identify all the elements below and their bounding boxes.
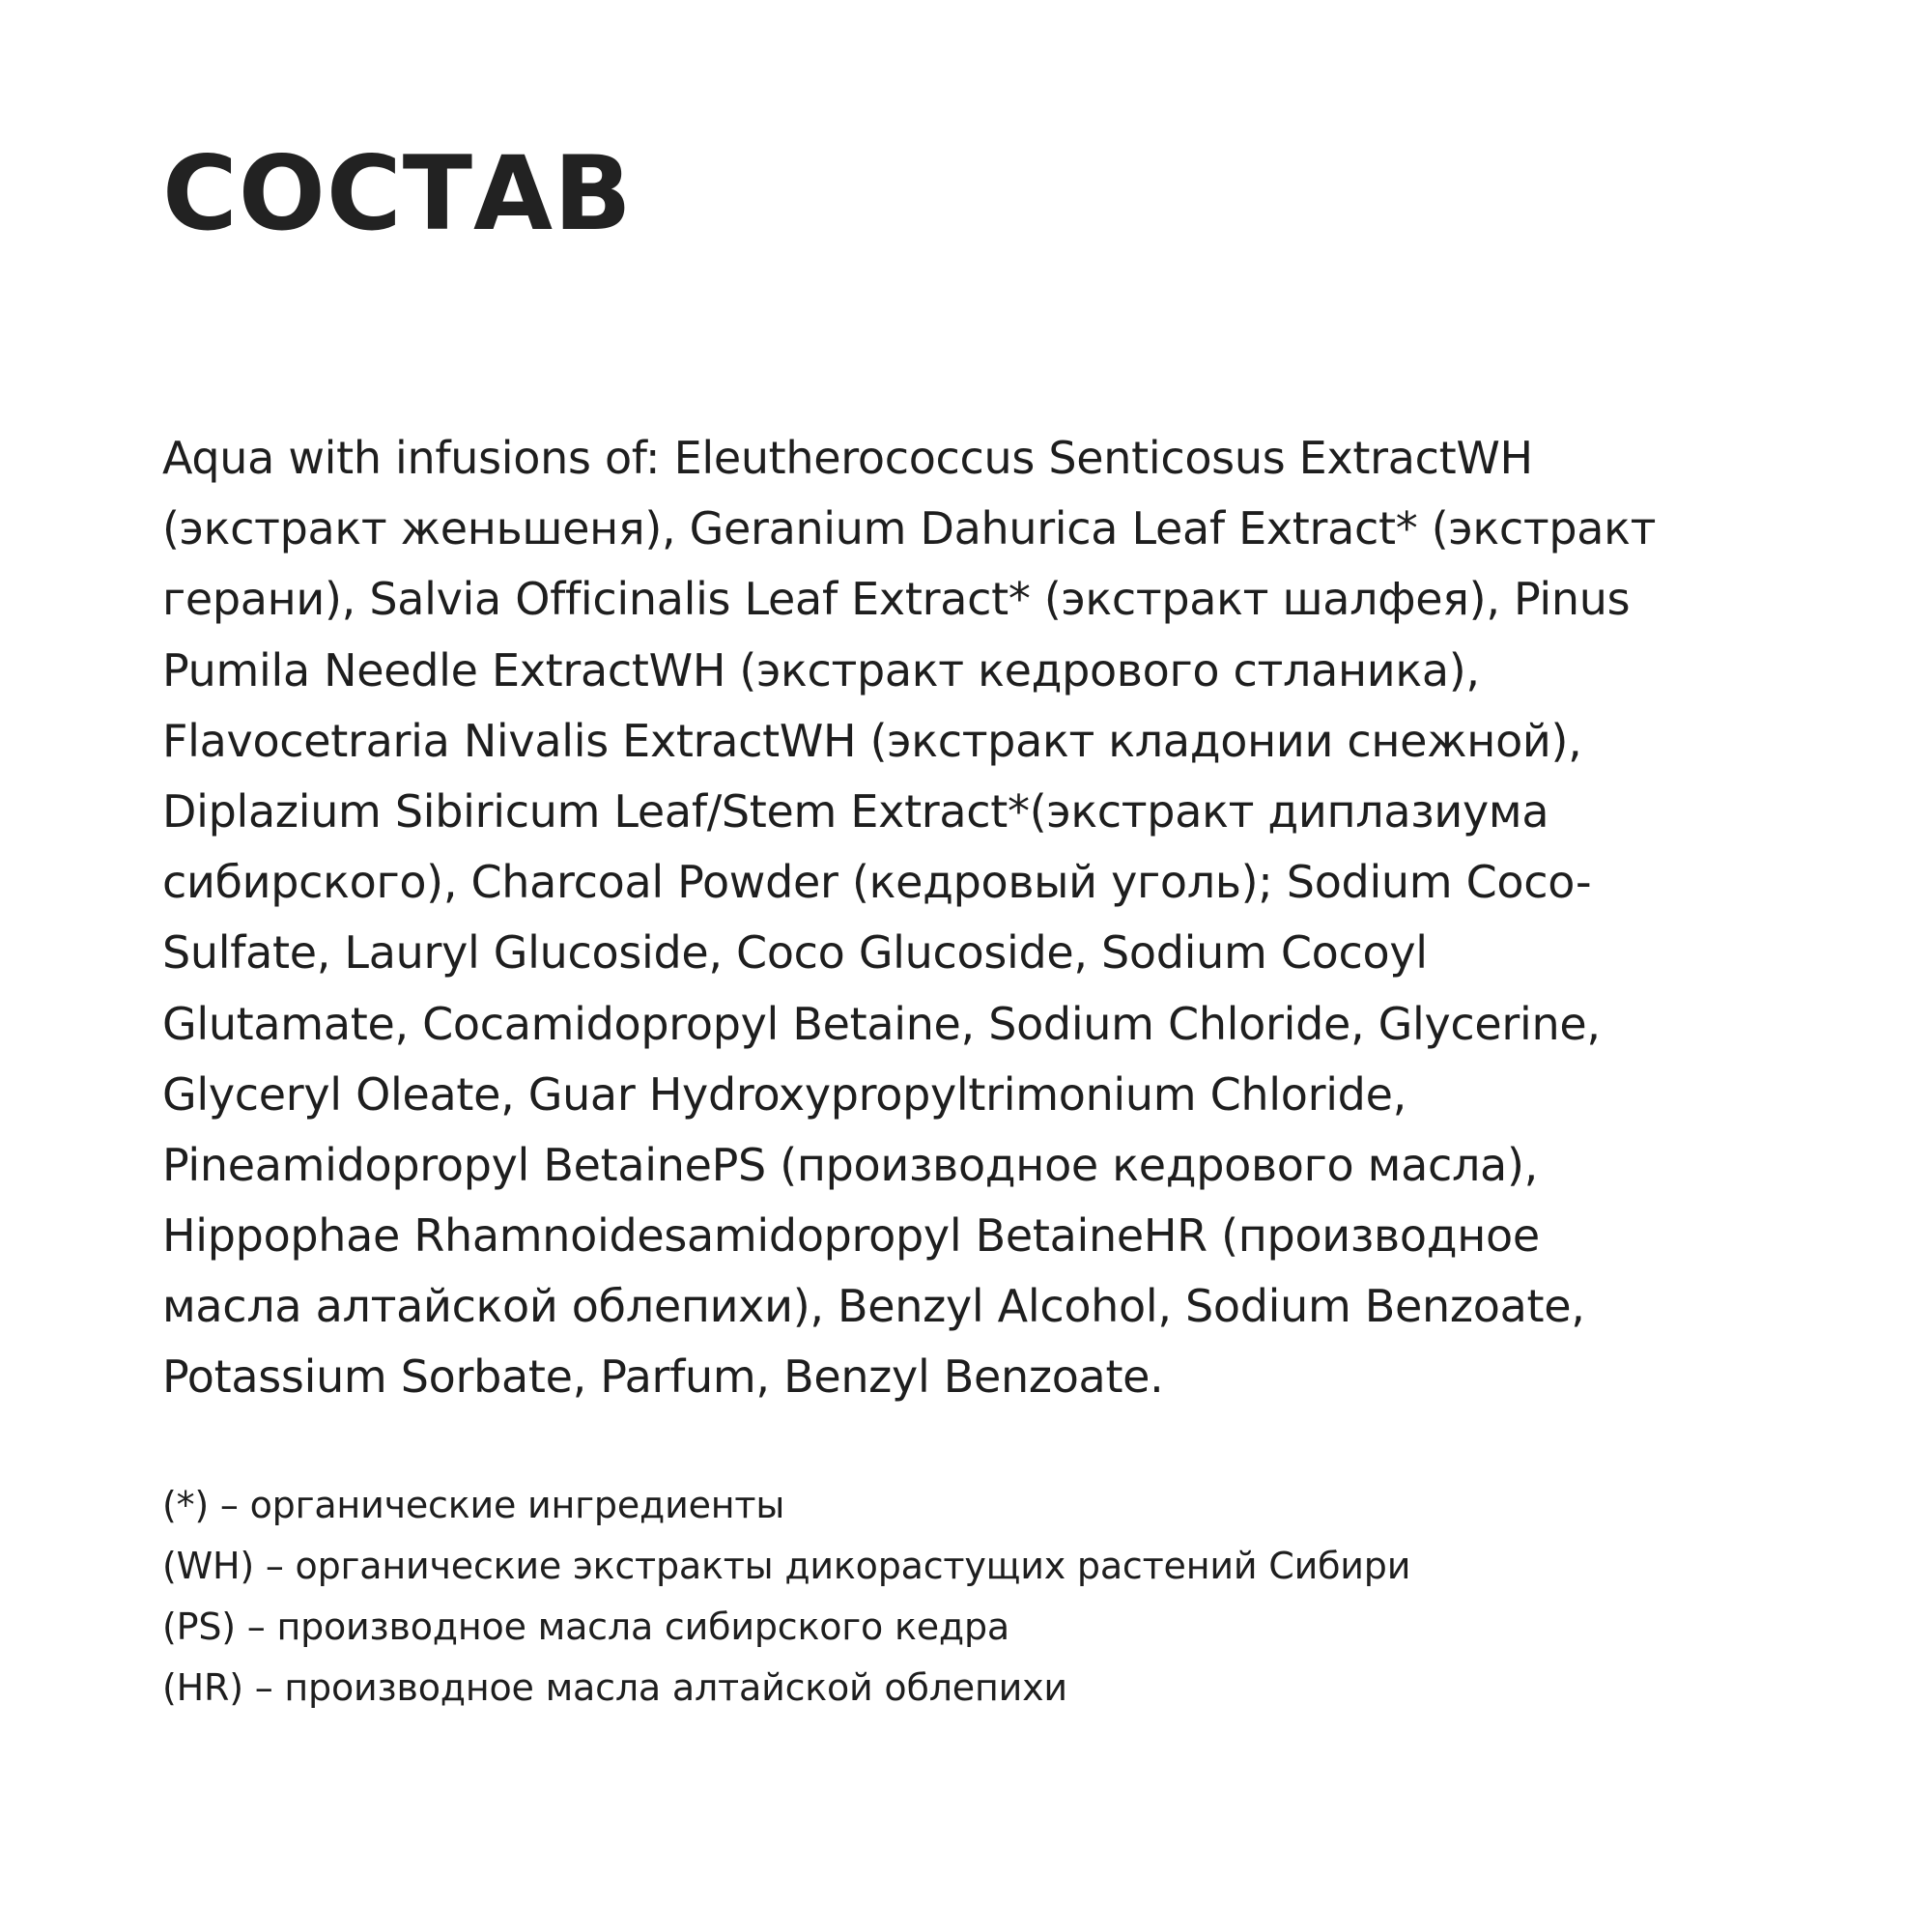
page-title: СОСТАВ [162,134,633,253]
ingredients-line: Pineamidopropyl BetainePS (производное кедрового масла), [162,1138,1538,1191]
ingredients-line: Sulfate, Lauryl Glucoside, Coco Glucoside, Sodium Cocoyl [162,926,1428,980]
ingredients-line: (экстракт женьшеня), Geranium Dahurica Leaf Extract* (экстракт [162,502,1657,555]
legend-list [162,1475,1410,1719]
ingredients-line: Glyceryl Oleate, Guar Hydroxypropyltrimonium Chloride, [162,1067,1406,1121]
legend-item-organic: (*) – органические ингредиенты [162,1484,785,1526]
ingredients-line: Hippophae Rhamnoidesamidopropyl BetaineHR (производное [162,1209,1540,1263]
ingredients-line: Potassium Sorbate, Parfum, Benzyl Benzoate. [162,1350,1164,1404]
ingredients-list [162,423,1656,1413]
ingredients-line: герани), Salvia Officinalis Leaf Extract* (экстракт шалфея), Pinus [162,573,1631,626]
ingredients-line: Aqua with infusions of: Eleutherococcus Senticosus ExtractWH [162,432,1533,484]
legend-item-wild-harvested: (WH) – органические экстракты дикорастущих растений Сибири [162,1545,1411,1587]
ingredients-line: сибирского), Charcoal Powder (кедровый уголь); Sodium Coco- [162,856,1592,909]
legend-item-pine-derivative: (PS) – производное масла сибирского кедра [162,1605,1009,1648]
ingredients-line: Pumila Needle ExtractWH (экстракт кедрового стланика), [162,643,1480,696]
ingredients-line: Flavocetraria Nivalis ExtractWH (экстракт кладонии снежной), [162,714,1582,767]
ingredients-line: Glutamate, Cocamidopropyl Betaine, Sodium Chloride, Glycerine, [162,997,1601,1050]
ingredients-line: масла алтайской облепихи), Benzyl Alcohol, Sodium Benzoate, [162,1280,1585,1333]
ingredients-line: Diplazium Sibiricum Leaf/Stem Extract*(экстракт диплазиума [162,784,1549,838]
legend-item-sea-buckthorn-derivative: (HR) – производное масла алтайской облепихи [162,1666,1067,1709]
